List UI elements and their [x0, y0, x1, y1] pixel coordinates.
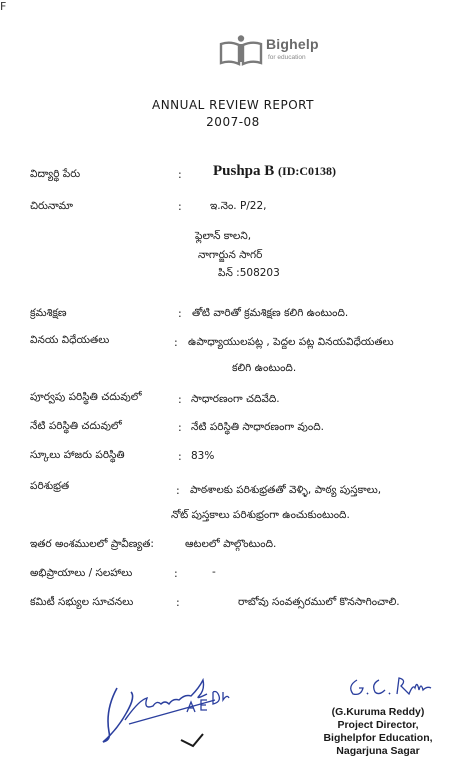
- attendance-label: స్కూలు హాజరు పరిస్థితి: [30, 449, 125, 461]
- signatory-designation: Project Director,: [337, 719, 419, 731]
- student-name: Pushpa B: [213, 163, 275, 179]
- attendance-colon: :: [178, 450, 182, 463]
- director-signature: [345, 672, 435, 702]
- discipline-value: తోటి వారితో క్రమశిక్షణ కలిగి ఉంటుంది.: [192, 307, 349, 319]
- current-status-value: నేటి పరిస్థితి సాధారణంగా వుంది.: [191, 421, 324, 433]
- committee-label: కమిటీ సభ్యుల సూచనలు: [30, 596, 134, 608]
- opinions-label: అభిప్రాయాలు / సలహాలు: [30, 567, 133, 579]
- address-label: చిరునామా: [30, 200, 73, 212]
- address-colon: :: [178, 200, 182, 213]
- student-name-label: విద్యార్థి పేరు: [30, 168, 81, 180]
- other-skills-value: ఆటలలో పాల్గొంటుంది.: [185, 538, 277, 550]
- previous-status-label: పూర్వపు పరిస్థితి చదువులో: [30, 391, 142, 403]
- bighelp-logo: [218, 32, 318, 72]
- student-name-value: [213, 163, 336, 180]
- logo-brand-name: Bighelp: [266, 36, 319, 52]
- report-year: 2007-08: [206, 115, 260, 129]
- cleanliness-label: పరిశుభ్రత: [30, 480, 70, 492]
- address-line-2: ఫ్లెలాన్ కాలని,: [195, 230, 252, 242]
- opinions-value: -: [212, 566, 216, 578]
- logo-tagline: for education: [268, 54, 306, 61]
- current-status-label: నేటి పరిస్థితి చదువులో: [30, 420, 122, 432]
- book-person-icon: [218, 34, 264, 68]
- current-status-colon: :: [178, 421, 182, 434]
- address-line-1: ఇ.నెం. P/22,: [210, 200, 267, 212]
- obedience-line-2: కలిగి ఉంటుంది.: [232, 362, 297, 374]
- discipline-label: క్రమశిక్షణ: [30, 307, 67, 319]
- cleanliness-line-2: నోట్ పుస్తకాలు పరిశుభ్రంగా ఉంచుకుంటుంది.: [171, 509, 350, 521]
- student-name-colon: :: [178, 168, 182, 181]
- obedience-colon: :: [174, 336, 178, 349]
- report-title: ANNUAL REVIEW REPORT: [152, 98, 314, 112]
- cleanliness-colon: :: [176, 484, 180, 497]
- corner-mark: F: [0, 0, 7, 13]
- attendance-value: 83%: [191, 450, 215, 462]
- committee-signature: [95, 670, 275, 760]
- signatory-location: Nagarjuna Sagar: [336, 745, 420, 757]
- address-line-3: నాగార్జున సాగర్: [198, 249, 263, 261]
- obedience-label: వినయ విధేయతలు: [30, 334, 110, 346]
- cleanliness-line-1: పాఠశాలకు పరిశుభ్రతతో వెళ్ళి, పాఠ్య పుస్తకాలు,: [190, 484, 382, 496]
- signatory-block: [300, 706, 456, 758]
- previous-status-value: సాధారణంగా చదివేది.: [191, 393, 280, 405]
- discipline-colon: :: [178, 307, 182, 320]
- committee-value: రాబోవు సంవత్సరములో కొనసాగించాలి.: [238, 596, 400, 608]
- obedience-line-1: ఉపాధ్యాయులపట్ల , పెద్దల పట్ల వినయవిధేయతలు: [188, 336, 394, 348]
- committee-colon: :: [176, 596, 180, 609]
- previous-status-colon: :: [178, 393, 182, 406]
- signatory-name: (G.Kuruma Reddy): [331, 706, 425, 718]
- other-skills-label: ఇతర అంశములలో ప్రావీణ్యత:: [30, 538, 154, 550]
- student-id: (ID:C0138): [278, 164, 337, 178]
- signatory-organization: Bighelpfor Education,: [323, 732, 433, 744]
- opinions-colon: :: [174, 567, 178, 580]
- address-line-4: పిన్ :508203: [218, 267, 280, 279]
